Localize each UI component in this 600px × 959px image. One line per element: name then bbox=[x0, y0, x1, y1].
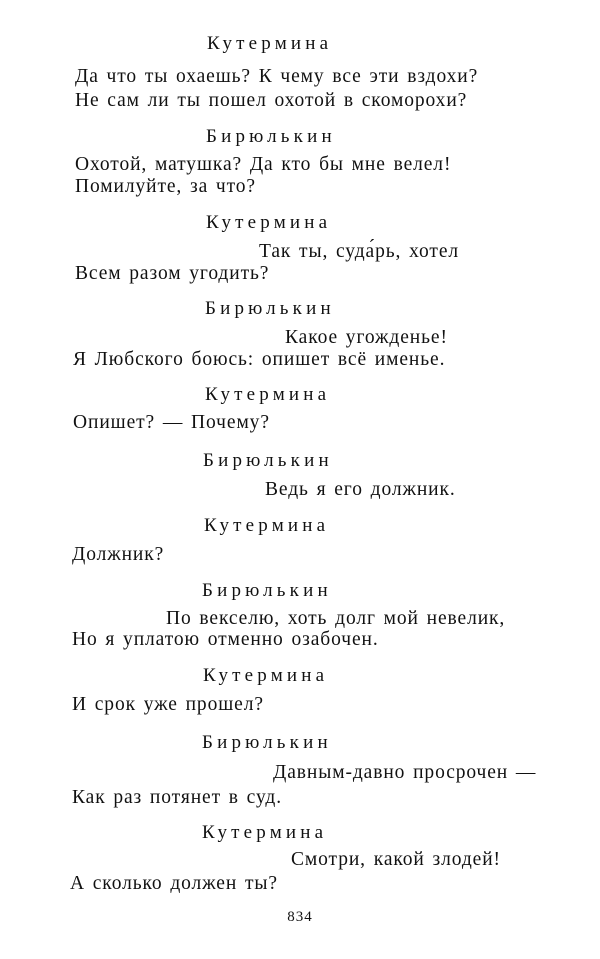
page-number: 834 bbox=[287, 909, 313, 925]
verse-line: Давным-давно просрочен — bbox=[273, 762, 537, 783]
speaker-name: Кутермина bbox=[202, 822, 328, 843]
speaker-name: Бирюлькин bbox=[205, 298, 335, 319]
verse-line: А сколько должен ты? bbox=[70, 873, 278, 894]
verse-line: Я Любского боюсь: опишет всё именье. bbox=[73, 349, 446, 370]
speaker-name: Бирюлькин bbox=[202, 732, 332, 753]
verse-line: Охотой, матушка? Да кто бы мне велел! bbox=[75, 154, 452, 175]
verse-line: И срок уже прошел? bbox=[72, 694, 264, 715]
verse-line: Какое угожденье! bbox=[285, 327, 448, 348]
speaker-name: Кутермина bbox=[204, 515, 330, 536]
speaker-name: Бирюлькин bbox=[206, 126, 336, 147]
speaker-name: Кутермина bbox=[207, 33, 333, 54]
speaker-name: Бирюлькин bbox=[203, 450, 333, 471]
verse-line: Должник? bbox=[72, 544, 165, 565]
verse-line: Но я уплатою отменно озабочен. bbox=[72, 629, 379, 650]
verse-line: Не сам ли ты пошел охотой в скоморохи? bbox=[75, 90, 468, 111]
speaker-name: Кутермина bbox=[205, 384, 331, 405]
speaker-name: Кутермина bbox=[206, 212, 332, 233]
verse-line: Всем разом угодить? bbox=[75, 263, 270, 284]
speaker-name: Бирюлькин bbox=[202, 580, 332, 601]
verse-line: Так ты, суда́рь, хотел bbox=[259, 241, 459, 262]
verse-line: Да что ты охаешь? К чему все эти вздохи? bbox=[75, 66, 479, 87]
verse-line: Опишет? — Почему? bbox=[73, 412, 270, 433]
verse-line: По векселю, хоть долг мой невелик, bbox=[166, 608, 506, 629]
speaker-name: Кутермина bbox=[203, 665, 329, 686]
verse-line: Смотри, какой злодей! bbox=[291, 849, 501, 870]
verse-line: Как раз потянет в суд. bbox=[72, 787, 282, 808]
verse-line: Ведь я его должник. bbox=[265, 479, 456, 500]
verse-line: Помилуйте, за что? bbox=[75, 176, 256, 197]
